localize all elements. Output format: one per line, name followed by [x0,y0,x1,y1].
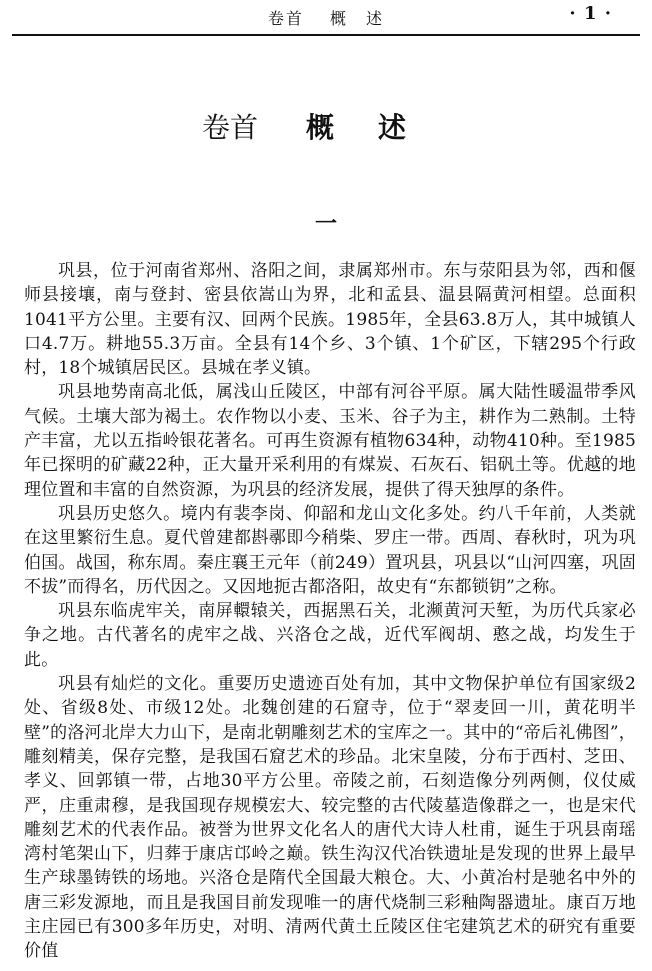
paragraph: 巩县地势南高北低，属浅山丘陵区，中部有河谷平原。属大陆性暖温带季风气候。土壤大部为褐土。农作物以小麦、玉米、谷子为主，耕作为二熟制。土特产丰富，尤以五指岭银花著名。可再生资源有植物634种，动物410种。至1985年已探明的矿藏22种，正大量开采利用的有煤炭、石灰石、铝矾土等。优越的地理位置和丰富的自然资源，为巩县的经济发展，提供了得天独厚的条件。 [24,382,636,500]
body-text [24,259,636,964]
title-chapter: 卷首 [201,111,258,144]
running-header [12,0,640,36]
paragraph: 巩县，位于河南省郑州、洛阳之间，隶属郑州市。东与荥阳县为邻，西和偃师县接壤，南与登封、密县依嵩山为界，北和孟县、温县隔黄河相望。总面积1041平方公里。主要有汉、回两个民族。1985年，全县63.8万人，其中城镇人口4.7万。耕地55.3万亩。全县有14个乡、3个镇、1个矿区，下辖295个行政村，18个城镇居民区。县城在孝义镇。 [24,261,636,379]
header-section: 概 述 [330,9,385,28]
paragraph: 巩县有灿烂的文化。重要历史遗迹百处有加，其中文物保护单位有国家级2处、省级8处、市级12处。北魏创建的石窟寺，位于“翠麦回一川，黄花明半壁”的洛河北岸大力山下，是南北朝雕刻艺术的宝库之一。其中的“帝后礼佛图”，雕刻精美，保存完整，是我国石窟艺术的珍品。北宋皇陵，分布于西村、芝田、孝义、回郭镇一带，占地30平方公里。帝陵之前，石刻造像分列两侧，仪仗威严，庄重肃穆，是我国现存规模宏大、较完整的古代陵墓造像群之一，也是宋代雕刻艺术的代表作品。被誉为世界文化名人的唐代大诗人杜甫，诞生于巩县南瑶湾村笔架山下，归葬于康店邙岭之巅。铁生沟汉代冶铁遗址是发现的世界上最早生产球墨铸铁的场地。兴洛仓是隋代全国最大粮仓。大、小黄冶村是驰名中外的唐三彩发源地，而且是我国目前发现唯一的唐代烧制三彩釉陶器遗址。康百万地主庄园已有300多年历史，对明、清两代黄土丘陵区住宅建筑艺术的研究有重要价值 [24,674,636,962]
section-number: 一 [314,211,337,237]
paragraph: 巩县东临虎牢关，南屏轘辕关，西据黑石关，北濒黄河天堑，为历代兵家必争之地。古代著名的虎牢之战、兴洛仓之战，近代军阀胡、憨之战，均发生于此。 [24,601,636,670]
paragraph: 巩县历史悠久。境内有裴李岗、仰韶和龙山文化多处。约八千年前，人类就在这里繁衍生息。夏代曾建都斟鄩即今稍柴、罗庄一带。西周、春秋时，巩为巩伯国。战国，称东周。秦庄襄王元年（前249）置巩县，巩县以“山河四塞，巩固不拔”而得名，历代因之。又因地扼古都洛阳，故史有“东都锁钥”之称。 [24,503,636,597]
header-title [12,6,640,29]
page-number: · 1 · [569,3,612,24]
title-section: 概述 [306,111,451,144]
header-chapter: 卷首 [267,9,304,28]
page-title [0,106,652,146]
